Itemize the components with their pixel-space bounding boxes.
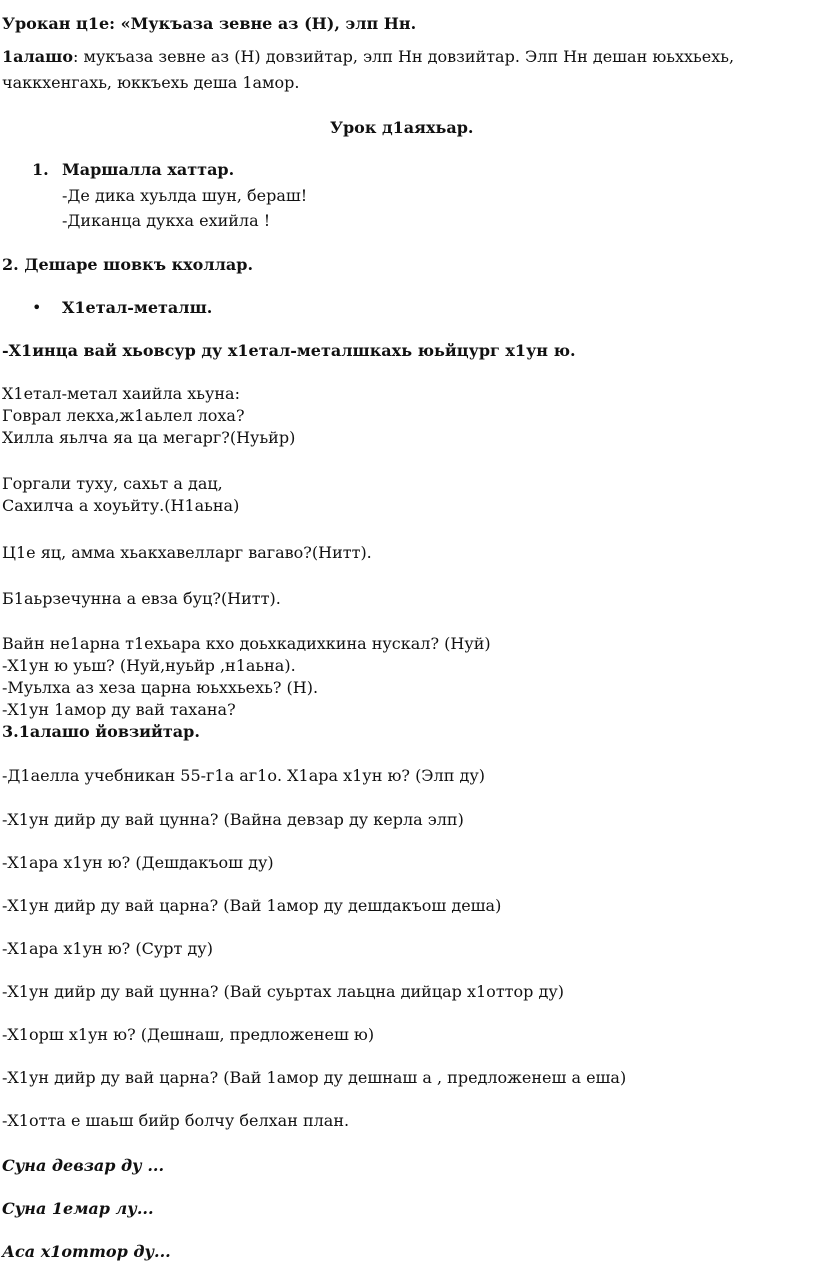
lesson-title: Урокан ц1е: «Мукъаза зевне аз (Н), элп Нн. <box>2 14 417 33</box>
goal-line-2: чаккхенгахь, юккъехь деша 1амор. <box>2 73 300 92</box>
closing-line: Суна 1емар лу... <box>2 1199 154 1218</box>
section2-heading: 2. Дешаре шовкъ кхоллар. <box>2 255 254 274</box>
lesson-heading: Урок д1аяхьар. <box>330 118 474 137</box>
section1-heading <box>32 160 234 180</box>
closing-line: Суна девзар ду ... <box>2 1156 165 1175</box>
section3-item: -Х1ун дийр ду вай царна? (Вай 1амор ду дешдакъош деша) <box>2 896 502 915</box>
section3-item: -Х1ун дийр ду вай царна? (Вай 1амор ду дешнаш а , предложенеш а еша) <box>2 1068 627 1087</box>
section2-task: -Х1инца вай хьовсур ду х1етал-металшкахь юьйцург х1ун ю. <box>2 341 576 360</box>
greeting-line: -Де дика хуьлда шун, бераш! <box>62 186 308 205</box>
riddle-line: Горгали туху, сахьт а дац, <box>2 474 223 493</box>
goal-label: 1алашо <box>2 47 74 66</box>
riddle-line: Хилла яьлча яа ца мегарг?(Нуьйр) <box>2 428 296 447</box>
riddle-line: Б1аьрзечунна а евза буц?(Нитт). <box>2 589 281 608</box>
question-line: Вайн не1арна т1ехьара кхо доьхкадихкина нускал? (Нуй) <box>2 634 491 653</box>
question-line: -Муьлха аз хеза царна юьххьехь? (Н). <box>2 678 319 697</box>
bullet-icon: • <box>32 298 42 317</box>
section3-item: -Х1ун дийр ду вай цунна? (Вайна девзар ду керла элп) <box>2 810 464 829</box>
riddle-line: Х1етал-метал хаийла хьуна: <box>2 384 240 403</box>
closing-line: Аса х1оттор ду... <box>2 1242 171 1261</box>
section3-item: -Х1ара х1ун ю? (Сурт ду) <box>2 939 213 958</box>
question-line: -Х1ун ю уьш? (Нуй,нуьйр ,н1аьна). <box>2 656 296 675</box>
goal-text-1: : мукъаза зевне аз (Н) довзийтар, элп Нн довзийтар. Элп Нн дешан юьххьехь, <box>73 47 735 66</box>
question-line: -Х1ун 1амор ду вай тахана? <box>2 700 236 719</box>
goal-line-1 <box>2 47 734 67</box>
section1-title: Маршалла хаттар. <box>62 160 235 179</box>
section3-heading: 3.1алашо йовзийтар. <box>2 722 200 741</box>
section3-item: -Х1орш х1ун ю? (Дешнаш, предложенеш ю) <box>2 1025 375 1044</box>
riddle-line: Сахилча а хоуьйту.(Н1аьна) <box>2 496 240 515</box>
riddle-line: Говрал лекха,ж1аьлел лоха? <box>2 406 245 425</box>
section3-item: -Х1отта е шаьш бийр болчу белхан план. <box>2 1111 350 1130</box>
bullet-text: Х1етал-металш. <box>62 298 213 317</box>
section3-item: -Х1ара х1ун ю? (Дешдакъош ду) <box>2 853 274 872</box>
riddle-line: Ц1е яц, амма хьакхавелларг вагаво?(Нитт). <box>2 543 372 562</box>
greeting-line: -Диканца дукха ехийла ! <box>62 211 271 230</box>
section3-item: -Х1ун дийр ду вай цунна? (Вай суьртах лаьцна дийцар х1оттор ду) <box>2 982 564 1001</box>
section3-item: -Д1аелла учебникан 55-г1а аг1о. Х1ара х1ун ю? (Элп ду) <box>2 766 485 785</box>
section1-number: 1. <box>32 160 49 179</box>
